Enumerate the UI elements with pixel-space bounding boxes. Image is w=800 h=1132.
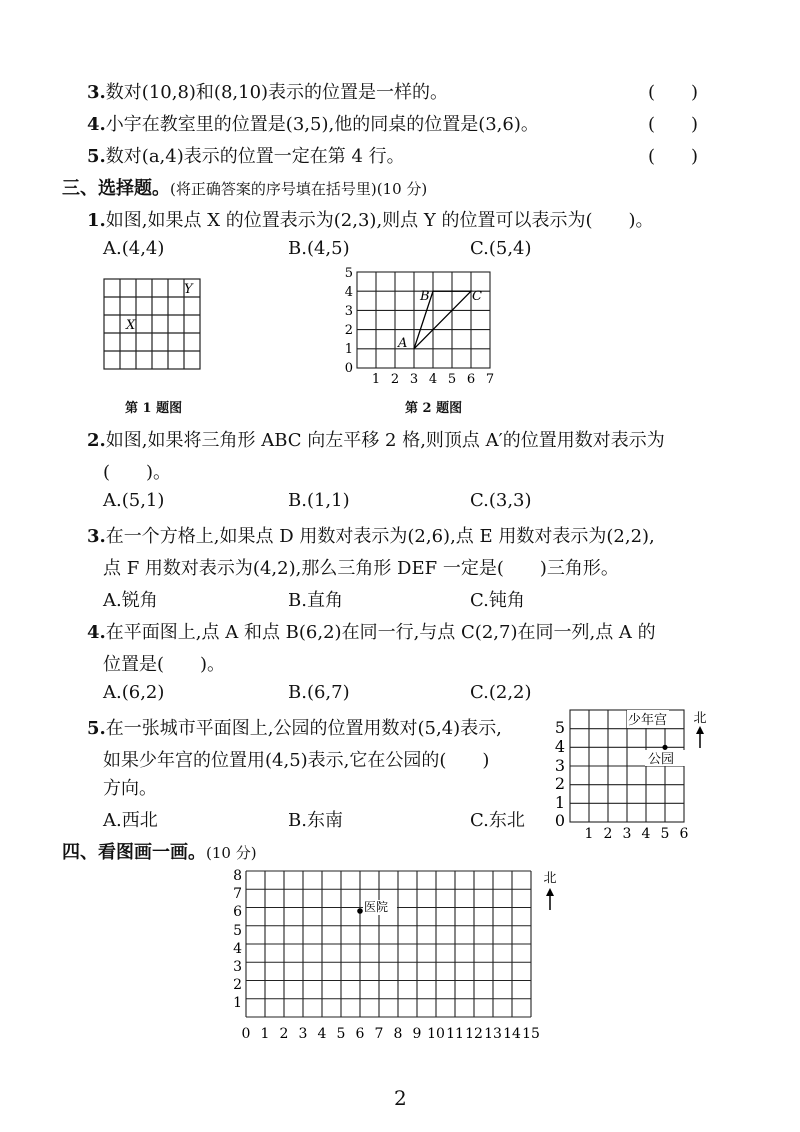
question-2-line-2: ( )。	[103, 462, 172, 483]
fig5-xtick-6: 6	[679, 826, 689, 840]
fig5-xtick-4: 4	[641, 826, 651, 840]
point-y-label: Y	[184, 282, 193, 297]
fig6-ytick-2: 2	[233, 977, 242, 993]
q5-option-c[interactable]: C.东北	[470, 810, 525, 831]
fig5-ytick-5: 5	[554, 718, 565, 737]
figure-5-grid	[548, 700, 723, 840]
question-2: 2.如图,如果将三角形 ABC 向左平移 2 格,则顶点 A′的位置用数对表示为	[87, 430, 665, 451]
fig6-xtick-5: 5	[336, 1026, 346, 1042]
section-4-heading: 四、看图画一画。(10 分)	[62, 842, 257, 863]
fig6-xtick-1: 1	[260, 1026, 270, 1042]
fig6-xtick-2: 2	[279, 1026, 289, 1042]
fig6-xtick-4: 4	[317, 1026, 327, 1042]
point-c-label: C	[472, 289, 482, 304]
fig5-ytick-3: 3	[554, 756, 565, 775]
point-b-label: B	[420, 289, 430, 304]
judge-item-3: 3.数对(10,8)和(8,10)表示的位置是一样的。	[87, 82, 449, 103]
fig6-xtick-8: 8	[393, 1026, 403, 1042]
q1-option-c[interactable]: C.(5,4)	[470, 238, 532, 259]
question-1: 1.如图,如果点 X 的位置表示为(2,3),则点 Y 的位置可以表示为( )。	[87, 210, 654, 231]
fig6-xtick-11: 11	[446, 1026, 464, 1042]
hospital-point	[357, 908, 363, 914]
fig5-xtick-5: 5	[660, 826, 670, 840]
north-label: 北	[693, 711, 707, 726]
q5-option-b[interactable]: B.东南	[288, 810, 343, 831]
park-point	[662, 745, 667, 750]
figure-6-grid	[222, 866, 567, 1046]
question-3: 3.在一个方格上,如果点 D 用数对表示为(2,6),点 E 用数对表示为(2,2),	[87, 526, 655, 547]
palace-label: 少年宫	[628, 713, 668, 728]
q3-option-c[interactable]: C.钝角	[470, 590, 525, 611]
park-label: 公园	[648, 752, 675, 767]
north-arrow-icon	[696, 726, 704, 748]
fig2-xtick-6: 6	[466, 372, 476, 387]
figure-2-grid	[340, 262, 505, 387]
figure-1-caption: 第 1 题图	[125, 401, 183, 416]
q2-option-c[interactable]: C.(3,3)	[470, 490, 532, 511]
q3-option-a[interactable]: A.锐角	[103, 590, 158, 611]
fig2-xtick-7: 7	[485, 372, 495, 387]
fig2-xtick-3: 3	[409, 372, 419, 387]
fig6-xtick-15: 15	[522, 1026, 540, 1042]
fig6-ytick-4: 4	[233, 941, 242, 957]
question-3-line-2: 点 F 用数对表示为(4,2),那么三角形 DEF 一定是( )三角形。	[103, 558, 619, 579]
fig5-xtick-2: 2	[603, 826, 613, 840]
fig6-xtick-12: 12	[465, 1026, 483, 1042]
fig6-xtick-6: 6	[355, 1026, 365, 1042]
answer-paren-5[interactable]: ( )	[648, 146, 699, 167]
q4-option-c[interactable]: C.(2,2)	[470, 682, 532, 703]
question-5-line-2: 如果少年宫的位置用(4,5)表示,它在公园的( )	[103, 750, 490, 771]
q2-option-a[interactable]: A.(5,1)	[103, 490, 165, 511]
question-4: 4.在平面图上,点 A 和点 B(6,2)在同一行,与点 C(2,7)在同一列,点 A 的	[87, 622, 656, 643]
fig6-xtick-7: 7	[374, 1026, 384, 1042]
fig2-xtick-1: 1	[371, 372, 381, 387]
fig2-ytick-2: 2	[344, 323, 353, 338]
question-4-line-2: 位置是( )。	[103, 654, 226, 675]
fig6-ytick-7: 7	[233, 886, 242, 902]
section-3-heading: 三、选择题。(将正确答案的序号填在括号里)(10 分)	[62, 178, 428, 199]
fig6-xtick-3: 3	[298, 1026, 308, 1042]
q3-option-b[interactable]: B.直角	[288, 590, 343, 611]
fig6-ytick-5: 5	[233, 923, 242, 939]
judge-item-5: 5.数对(a,4)表示的位置一定在第 4 行。	[87, 146, 405, 167]
fig2-ytick-0: 0	[344, 361, 353, 376]
fig2-ytick-4: 4	[344, 285, 353, 300]
hospital-label: 医院	[364, 900, 389, 914]
fig5-ytick-1: 1	[554, 793, 565, 812]
fig6-ytick-1: 1	[233, 995, 242, 1011]
figure-1-grid	[100, 275, 206, 373]
fig6-xtick-10: 10	[427, 1026, 445, 1042]
q1-option-b[interactable]: B.(4,5)	[288, 238, 350, 259]
fig6-xtick-0: 0	[241, 1026, 251, 1042]
fig6-xtick-14: 14	[503, 1026, 521, 1042]
q2-option-b[interactable]: B.(1,1)	[288, 490, 350, 511]
fig2-xtick-4: 4	[428, 372, 438, 387]
fig2-xtick-2: 2	[390, 372, 400, 387]
fig6-north-label: 北	[543, 871, 557, 886]
q5-option-a[interactable]: A.西北	[103, 810, 158, 831]
judge-item-4: 4.小宇在教室里的位置是(3,5),他的同桌的位置是(3,6)。	[87, 114, 539, 135]
fig6-ytick-3: 3	[233, 959, 242, 975]
answer-paren-4[interactable]: ( )	[648, 114, 699, 135]
point-x-label: X	[126, 318, 136, 333]
fig6-ytick-6: 6	[233, 904, 242, 920]
question-5-line-3: 方向。	[103, 778, 157, 799]
fig2-xtick-5: 5	[447, 372, 457, 387]
fig6-north-arrow-icon	[546, 888, 554, 910]
fig6-xtick-9: 9	[412, 1026, 422, 1042]
q4-option-a[interactable]: A.(6,2)	[103, 682, 165, 703]
fig5-ytick-0: 0	[554, 811, 565, 830]
fig5-xtick-3: 3	[622, 826, 632, 840]
page-number: 2	[394, 1086, 407, 1110]
figure-2-caption: 第 2 题图	[405, 401, 463, 416]
fig2-ytick-5: 5	[344, 266, 353, 281]
fig2-ytick-1: 1	[344, 342, 353, 357]
fig6-xtick-13: 13	[484, 1026, 502, 1042]
fig5-ytick-2: 2	[554, 774, 565, 793]
point-a-label: A	[398, 336, 408, 351]
fig5-xtick-1: 1	[584, 826, 594, 840]
fig5-ytick-4: 4	[554, 737, 565, 756]
q1-option-a[interactable]: A.(4,4)	[103, 238, 165, 259]
fig2-ytick-3: 3	[344, 304, 353, 319]
fig6-ytick-8: 8	[233, 868, 242, 884]
answer-paren-3[interactable]: ( )	[648, 82, 699, 103]
question-5: 5.在一张城市平面图上,公园的位置用数对(5,4)表示,	[87, 718, 502, 739]
q4-option-b[interactable]: B.(6,7)	[288, 682, 350, 703]
